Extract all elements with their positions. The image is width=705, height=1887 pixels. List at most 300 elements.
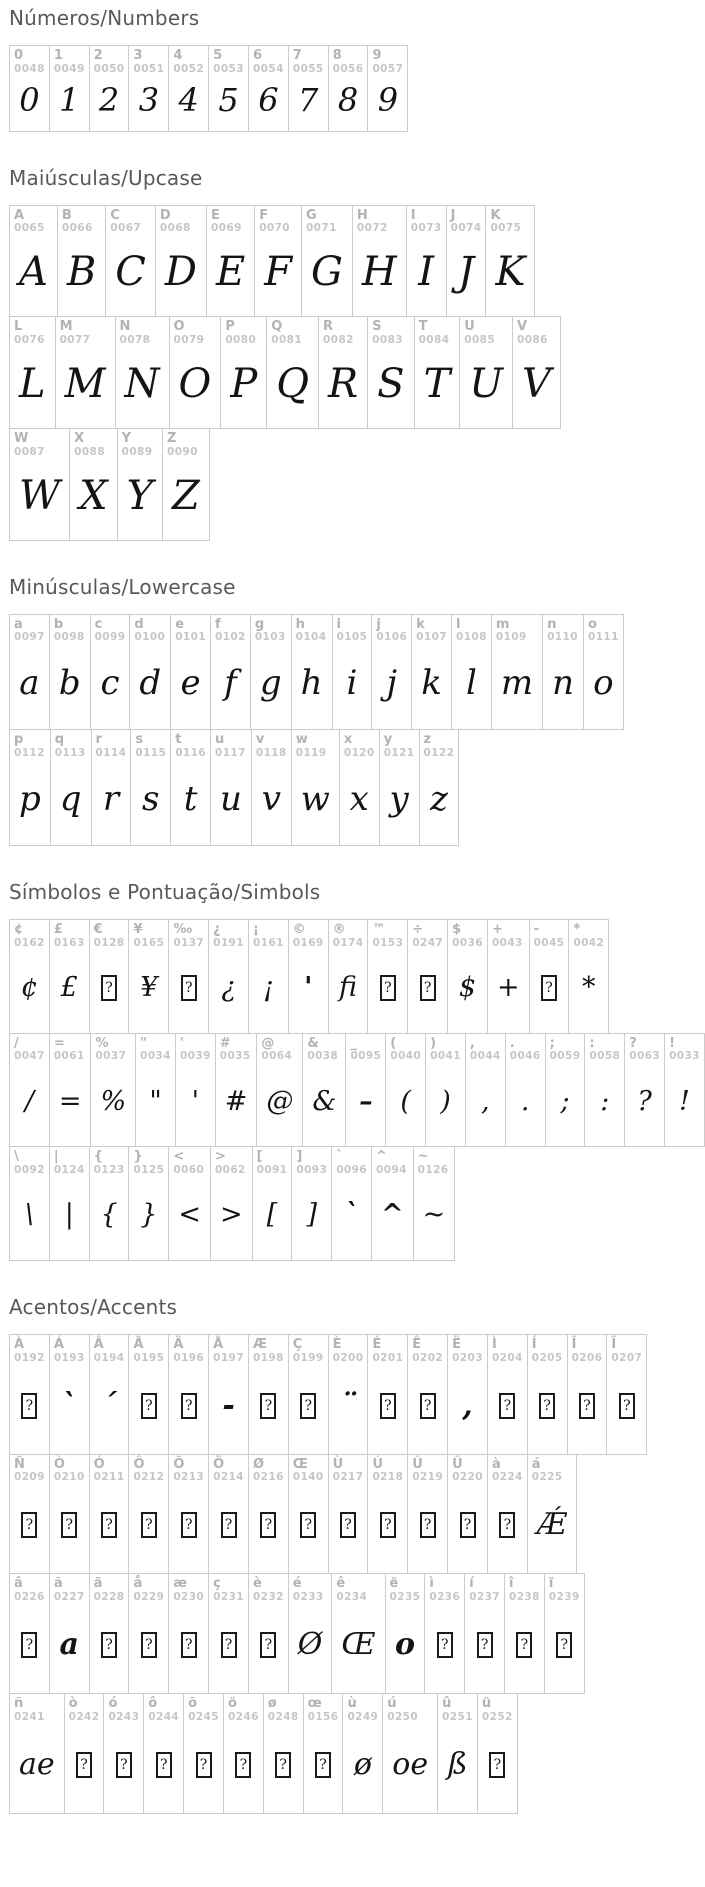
cell-header bbox=[10, 615, 49, 644]
cell-unicode-code: 0060 bbox=[173, 1163, 205, 1176]
cell-glyph: ( bbox=[400, 1085, 411, 1117]
cell-header bbox=[368, 1335, 407, 1364]
cell-glyph: T bbox=[423, 360, 451, 407]
cell-character-label: 4 bbox=[173, 48, 183, 63]
glyph-cell bbox=[607, 1335, 646, 1454]
cell-unicode-code: 0252 bbox=[481, 1710, 513, 1723]
cell-header bbox=[372, 1147, 413, 1176]
cell-header bbox=[408, 1455, 447, 1484]
cell-glyph: P bbox=[230, 360, 258, 407]
glyph-cell bbox=[289, 1574, 333, 1693]
cell-header bbox=[289, 1335, 328, 1364]
cell-character-label: ã bbox=[53, 1576, 63, 1592]
cell-unicode-code: 0230 bbox=[173, 1590, 205, 1603]
cell-unicode-code: 0225 bbox=[531, 1471, 563, 1484]
cell-header bbox=[50, 1034, 91, 1063]
cell-character-label: D bbox=[159, 207, 171, 223]
cell-glyph bbox=[169, 949, 208, 1033]
cell-glyph: ' bbox=[191, 1085, 200, 1117]
missing-glyph-box: ? bbox=[260, 1512, 276, 1538]
cell-header bbox=[420, 730, 459, 759]
cell-glyph bbox=[408, 1483, 447, 1573]
cell-character-label: } bbox=[133, 1149, 143, 1165]
cell-unicode-code: 0119 bbox=[295, 746, 327, 759]
cell-character-label: ü bbox=[481, 1695, 492, 1711]
cell-header bbox=[90, 1455, 129, 1484]
glyph-cell bbox=[169, 1147, 211, 1260]
cell-header bbox=[505, 1574, 544, 1603]
cell-character-label: @ bbox=[261, 1035, 275, 1051]
glyph-cell bbox=[545, 1574, 584, 1693]
missing-glyph-box: ? bbox=[579, 1393, 595, 1419]
glyph-row-wrap bbox=[9, 614, 661, 731]
cell-header bbox=[332, 1147, 371, 1176]
cell-header bbox=[10, 1335, 49, 1364]
glyph-row-wrap bbox=[9, 45, 661, 132]
glyph-cell bbox=[169, 1455, 209, 1574]
glyph-cell bbox=[340, 730, 380, 845]
cell-unicode-code: 0235 bbox=[389, 1590, 421, 1603]
glyph-cell bbox=[625, 1034, 665, 1147]
cell-glyph: W bbox=[19, 472, 61, 519]
cell-character-label: 3 bbox=[133, 48, 143, 63]
cell-header bbox=[506, 1034, 545, 1063]
cell-character-label: 6 bbox=[252, 48, 263, 63]
cell-glyph bbox=[10, 1603, 49, 1693]
glyph-cell bbox=[346, 1034, 386, 1147]
cell-unicode-code: 0040 bbox=[390, 1050, 422, 1063]
cell-header bbox=[251, 615, 291, 644]
cell-glyph: C bbox=[115, 249, 146, 296]
cell-glyph: ` bbox=[61, 1387, 77, 1423]
cell-glyph: [ bbox=[266, 1199, 278, 1231]
cell-header bbox=[372, 615, 411, 644]
cell-unicode-code: 0231 bbox=[213, 1590, 244, 1603]
glyph-cell bbox=[209, 1455, 249, 1574]
glyph-cell bbox=[303, 1034, 346, 1147]
cell-unicode-code: 0083 bbox=[372, 333, 403, 346]
cell-glyph: H bbox=[361, 249, 397, 296]
cell-character-label: œ bbox=[307, 1695, 322, 1711]
glyph-cell bbox=[292, 615, 333, 730]
cell-header bbox=[116, 317, 169, 346]
cell-header bbox=[528, 1455, 576, 1484]
cell-character-label: Ò bbox=[53, 1456, 65, 1472]
cell-header bbox=[252, 730, 291, 759]
cell-glyph: 0 bbox=[19, 80, 40, 119]
glyph-cell bbox=[584, 615, 623, 730]
section-accents bbox=[9, 1295, 661, 1814]
glyph-row-wrap bbox=[9, 1034, 700, 1148]
cell-character-label: Ï bbox=[611, 1336, 617, 1352]
cell-unicode-code: 0121 bbox=[383, 746, 415, 759]
glyph-row bbox=[9, 1693, 518, 1814]
missing-glyph-box: ? bbox=[101, 1632, 117, 1658]
cell-unicode-code: 0110 bbox=[547, 631, 578, 644]
cell-character-label: ¡ bbox=[252, 921, 259, 937]
cell-character-label: Ù bbox=[332, 1456, 344, 1472]
cell-character-label: z bbox=[423, 732, 432, 748]
cell-header bbox=[221, 317, 266, 346]
cell-header bbox=[466, 1034, 505, 1063]
cell-character-label: 7 bbox=[292, 48, 302, 63]
cell-header bbox=[386, 1034, 425, 1063]
cell-header bbox=[10, 206, 57, 235]
cell-character-label: 5 bbox=[213, 48, 223, 63]
cell-header bbox=[224, 1694, 263, 1723]
cell-glyph: V bbox=[521, 360, 551, 407]
cell-unicode-code: 0241 bbox=[14, 1710, 45, 1723]
cell-glyph: fi bbox=[339, 972, 358, 1004]
cell-character-label: Â bbox=[93, 1336, 104, 1352]
glyph-cell bbox=[506, 1034, 546, 1147]
glyph-row-wrap bbox=[9, 429, 661, 541]
glyph-cell bbox=[10, 1034, 50, 1147]
cell-header bbox=[569, 920, 608, 949]
cell-character-label: d bbox=[134, 616, 144, 632]
cell-character-label: r bbox=[95, 732, 102, 748]
cell-glyph: = bbox=[58, 1085, 82, 1117]
cell-header bbox=[546, 1034, 585, 1063]
glyph-cell bbox=[343, 1694, 383, 1813]
cell-glyph: G bbox=[310, 249, 343, 296]
cell-glyph: x bbox=[349, 778, 369, 819]
cell-unicode-code: 0156 bbox=[307, 1710, 339, 1723]
missing-glyph-box: ? bbox=[101, 1512, 117, 1538]
cell-glyph: L bbox=[19, 360, 46, 407]
cell-header bbox=[129, 1455, 168, 1484]
cell-header bbox=[368, 920, 407, 949]
cell-glyph bbox=[90, 1603, 129, 1693]
glyph-cell bbox=[209, 1335, 249, 1454]
glyph-cell bbox=[302, 206, 353, 317]
missing-glyph-box: ? bbox=[181, 975, 197, 1001]
cell-character-label: 9 bbox=[372, 48, 382, 63]
cell-header bbox=[171, 730, 210, 759]
missing-glyph-box: ? bbox=[101, 975, 117, 1001]
cell-unicode-code: 0247 bbox=[412, 936, 444, 949]
glyph-cell bbox=[329, 1335, 369, 1454]
cell-character-label: k bbox=[416, 616, 425, 632]
cell-unicode-code: 0224 bbox=[491, 1471, 523, 1484]
cell-unicode-code: 0108 bbox=[456, 631, 487, 644]
cell-character-label: Z bbox=[167, 430, 177, 446]
cell-unicode-code: 0202 bbox=[412, 1351, 444, 1364]
cell-unicode-code: 0227 bbox=[53, 1590, 85, 1603]
cell-header bbox=[448, 1335, 487, 1364]
glyph-cell bbox=[249, 1574, 289, 1693]
cell-glyph: @ bbox=[266, 1085, 294, 1117]
cell-character-label: { bbox=[93, 1149, 103, 1165]
missing-glyph-box: ? bbox=[141, 1512, 157, 1538]
cell-character-label: , bbox=[469, 1035, 475, 1051]
cell-header bbox=[50, 46, 89, 75]
cell-unicode-code: 0114 bbox=[95, 746, 127, 759]
cell-glyph bbox=[545, 1603, 584, 1693]
cell-character-label: p bbox=[14, 732, 24, 748]
cell-unicode-code: 0067 bbox=[110, 222, 142, 235]
cell-character-label: ó bbox=[108, 1695, 118, 1711]
cell-unicode-code: 0096 bbox=[336, 1163, 368, 1176]
cell-header bbox=[10, 1574, 49, 1603]
cell-unicode-code: 0068 bbox=[159, 222, 191, 235]
cell-header bbox=[211, 1147, 252, 1176]
cell-header bbox=[209, 1335, 248, 1364]
glyph-cell bbox=[253, 1147, 293, 1260]
cell-header bbox=[129, 1335, 168, 1364]
cell-character-label: € bbox=[93, 921, 103, 937]
cell-glyph bbox=[90, 1483, 129, 1573]
glyph-cell bbox=[58, 206, 106, 317]
cell-glyph: & bbox=[312, 1085, 337, 1117]
cell-glyph bbox=[304, 1723, 343, 1813]
glyph-cell bbox=[10, 46, 50, 131]
cell-character-label: ø bbox=[267, 1695, 277, 1711]
glyph-cell bbox=[51, 730, 92, 845]
cell-unicode-code: 0169 bbox=[292, 936, 324, 949]
cell-header bbox=[426, 1034, 465, 1063]
cell-header bbox=[452, 615, 491, 644]
cell-character-label: M bbox=[59, 319, 73, 335]
glyph-cell bbox=[104, 1694, 144, 1813]
cell-header bbox=[91, 615, 130, 644]
cell-character-label: å bbox=[133, 1576, 143, 1592]
cell-unicode-code: 0228 bbox=[93, 1590, 125, 1603]
cell-unicode-code: 0196 bbox=[173, 1351, 205, 1364]
cell-character-label: æ bbox=[173, 1576, 187, 1592]
cell-character-label: © bbox=[292, 921, 306, 937]
cell-unicode-code: 0162 bbox=[14, 936, 45, 949]
cell-character-label: $ bbox=[452, 921, 462, 937]
cell-header bbox=[530, 920, 569, 949]
cell-character-label: Ø bbox=[252, 1456, 265, 1472]
glyph-cell bbox=[10, 317, 56, 428]
cell-header bbox=[129, 1147, 168, 1176]
glyph-cell bbox=[319, 317, 368, 428]
glyph-cell bbox=[207, 206, 255, 317]
cell-header bbox=[50, 920, 89, 949]
glyph-cell bbox=[249, 1455, 289, 1574]
cell-unicode-code: 0053 bbox=[213, 62, 244, 75]
cell-character-label: v bbox=[255, 732, 265, 748]
glyph-cell bbox=[170, 317, 222, 428]
cell-header bbox=[129, 46, 168, 75]
cell-header bbox=[171, 615, 210, 644]
cell-header bbox=[90, 920, 129, 949]
glyph-cell bbox=[488, 1455, 528, 1574]
cell-glyph: " bbox=[149, 1085, 162, 1117]
missing-glyph-box: ? bbox=[539, 1393, 555, 1419]
cell-unicode-code: 0218 bbox=[372, 1471, 404, 1484]
cell-header bbox=[169, 1574, 208, 1603]
cell-character-label: ì bbox=[429, 1576, 434, 1592]
cell-header bbox=[478, 1694, 517, 1723]
cell-unicode-code: 0036 bbox=[452, 936, 483, 949]
glyph-row bbox=[9, 316, 561, 429]
cell-glyph: – bbox=[359, 1085, 373, 1117]
cell-glyph: f bbox=[224, 663, 237, 704]
cell-header bbox=[90, 1335, 129, 1364]
glyph-cell bbox=[249, 46, 289, 131]
cell-unicode-code: 0212 bbox=[133, 1471, 165, 1484]
cell-unicode-code: 0097 bbox=[14, 631, 45, 644]
missing-glyph-box: ? bbox=[489, 1752, 505, 1778]
cell-unicode-code: 0061 bbox=[53, 1050, 85, 1063]
cell-character-label: x bbox=[343, 732, 353, 748]
cell-header bbox=[488, 920, 529, 949]
cell-glyph: 9 bbox=[377, 80, 399, 119]
cell-glyph bbox=[249, 1364, 288, 1454]
glyph-cell bbox=[90, 1455, 130, 1574]
cell-unicode-code: 0035 bbox=[219, 1050, 251, 1063]
cell-unicode-code: 0206 bbox=[571, 1351, 603, 1364]
cell-unicode-code: 0094 bbox=[376, 1163, 407, 1176]
glyph-cell bbox=[386, 1574, 426, 1693]
glyph-cell bbox=[249, 920, 289, 1033]
cell-character-label: Ç bbox=[292, 1336, 303, 1352]
cell-character-label: Ó bbox=[93, 1456, 105, 1472]
glyph-row-wrap bbox=[9, 1147, 661, 1261]
cell-header bbox=[255, 206, 301, 235]
cell-unicode-code: 0050 bbox=[93, 62, 125, 75]
cell-glyph: Z bbox=[172, 472, 200, 519]
cell-header bbox=[408, 920, 447, 949]
cell-character-label: u bbox=[215, 732, 225, 748]
cell-header bbox=[319, 317, 367, 346]
cell-character-label: > bbox=[214, 1149, 226, 1165]
cell-header bbox=[289, 920, 328, 949]
cell-unicode-code: 0069 bbox=[210, 222, 242, 235]
cell-glyph bbox=[209, 1483, 248, 1573]
cell-character-label: O bbox=[173, 319, 185, 335]
cell-header bbox=[292, 1147, 331, 1176]
glyph-cell bbox=[129, 920, 169, 1033]
cell-unicode-code: 0232 bbox=[252, 1590, 284, 1603]
cell-header bbox=[10, 46, 49, 75]
cell-character-label: Í bbox=[531, 1336, 537, 1352]
cell-character-label: È bbox=[332, 1336, 342, 1352]
cell-header bbox=[209, 1455, 248, 1484]
cell-character-label: b bbox=[53, 616, 64, 632]
cell-glyph bbox=[289, 1483, 328, 1573]
cell-unicode-code: 0211 bbox=[93, 1471, 125, 1484]
glyph-cell bbox=[452, 615, 492, 730]
cell-character-label: ‰ bbox=[173, 921, 193, 937]
cell-character-label: ¥ bbox=[133, 921, 143, 937]
cell-character-label: À bbox=[14, 1336, 25, 1352]
cell-header bbox=[343, 1694, 382, 1723]
glyph-cell bbox=[91, 1034, 136, 1147]
glyph-cell bbox=[90, 46, 130, 131]
cell-header bbox=[447, 206, 486, 235]
cell-glyph: b bbox=[58, 663, 81, 704]
cell-character-label: ™ bbox=[372, 921, 386, 937]
cell-unicode-code: 0037 bbox=[95, 1050, 127, 1063]
cell-glyph: , bbox=[462, 1387, 473, 1423]
glyph-cell bbox=[289, 1335, 329, 1454]
cell-character-label: Ì bbox=[491, 1336, 497, 1352]
cell-glyph bbox=[329, 1483, 368, 1573]
glyph-cell bbox=[50, 1147, 90, 1260]
cell-header bbox=[211, 615, 250, 644]
cell-header bbox=[340, 730, 379, 759]
glyph-cell bbox=[216, 1034, 258, 1147]
missing-glyph-box: ? bbox=[141, 1393, 157, 1419]
cell-character-label: ë bbox=[389, 1576, 399, 1592]
missing-glyph-box: ? bbox=[300, 1393, 316, 1419]
cell-character-label: 0 bbox=[14, 48, 24, 63]
cell-unicode-code: 0153 bbox=[372, 936, 404, 949]
cell-character-label: î bbox=[509, 1576, 514, 1592]
cell-unicode-code: 0137 bbox=[173, 936, 205, 949]
cell-character-label: o bbox=[587, 616, 597, 632]
cell-glyph: ) bbox=[440, 1085, 451, 1117]
cell-glyph: j bbox=[386, 663, 398, 704]
cell-unicode-code: 0203 bbox=[452, 1351, 483, 1364]
cell-unicode-code: 0095 bbox=[350, 1050, 382, 1063]
cell-unicode-code: 0245 bbox=[188, 1710, 219, 1723]
cell-glyph: w bbox=[300, 778, 330, 819]
cell-glyph: < bbox=[178, 1199, 201, 1231]
cell-glyph: £ bbox=[60, 972, 78, 1004]
cell-header bbox=[329, 1455, 368, 1484]
cell-character-label: â bbox=[14, 1576, 23, 1592]
cell-header bbox=[425, 1574, 464, 1603]
missing-glyph-box: ? bbox=[380, 1512, 396, 1538]
cell-header bbox=[169, 1147, 210, 1176]
glyph-row bbox=[9, 729, 459, 846]
cell-glyph: n bbox=[552, 663, 574, 704]
glyph-row bbox=[9, 1146, 455, 1261]
section-title-symbols: Símbolos e Pontuação/Simbols bbox=[9, 879, 321, 904]
cell-header bbox=[488, 1455, 527, 1484]
missing-glyph-box: ? bbox=[181, 1393, 197, 1419]
glyph-cell bbox=[530, 920, 570, 1033]
cell-character-label: é bbox=[292, 1576, 302, 1592]
cell-header bbox=[332, 1574, 384, 1603]
cell-character-label: E bbox=[210, 207, 220, 223]
glyph-cell bbox=[10, 1455, 50, 1574]
cell-header bbox=[118, 429, 162, 458]
cell-header bbox=[56, 317, 115, 346]
cell-glyph bbox=[10, 1483, 49, 1573]
cell-character-label: ; bbox=[549, 1035, 555, 1051]
cell-character-label: ç bbox=[213, 1576, 221, 1592]
cell-character-label: \ bbox=[14, 1149, 19, 1165]
cell-unicode-code: 0174 bbox=[332, 936, 364, 949]
glyph-cell bbox=[264, 1694, 304, 1813]
cell-glyph: Y bbox=[126, 472, 154, 519]
glyph-cell bbox=[448, 920, 488, 1033]
glyph-cell bbox=[169, 1335, 209, 1454]
cell-header bbox=[90, 1147, 129, 1176]
cell-glyph bbox=[224, 1723, 263, 1813]
cell-character-label: ÷ bbox=[412, 921, 424, 937]
cell-header bbox=[329, 46, 368, 75]
cell-unicode-code: 0126 bbox=[417, 1163, 449, 1176]
cell-unicode-code: 0239 bbox=[548, 1590, 580, 1603]
cell-unicode-code: 0251 bbox=[442, 1710, 473, 1723]
glyph-cell bbox=[50, 615, 91, 730]
glyph-row-wrap bbox=[9, 317, 661, 429]
missing-glyph-box: ? bbox=[460, 1512, 476, 1538]
cell-unicode-code: 0106 bbox=[376, 631, 408, 644]
cell-character-label: à bbox=[491, 1456, 501, 1472]
cell-unicode-code: 0120 bbox=[343, 746, 375, 759]
cell-glyph: ß bbox=[447, 1746, 468, 1782]
glyph-cell bbox=[252, 730, 292, 845]
cell-glyph: o bbox=[593, 663, 614, 704]
